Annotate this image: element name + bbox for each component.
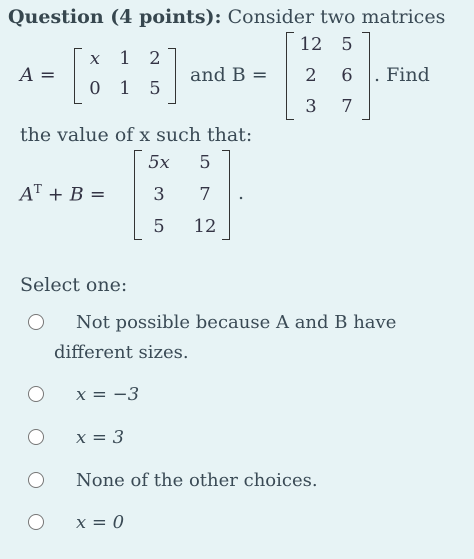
question-title: Question (4 points):	[8, 6, 222, 28]
option-label-cont: different sizes.	[54, 342, 189, 363]
matrix-b-cell: 2	[305, 65, 317, 86]
radio-button[interactable]	[28, 386, 44, 402]
radio-button[interactable]	[28, 472, 44, 488]
matrix-result-cell: 5x	[148, 152, 170, 173]
select-one-label: Select one:	[20, 274, 128, 296]
matrix-b-cell: 7	[341, 96, 353, 117]
eq-transpose: T	[33, 182, 42, 196]
matrix-b-cell: 3	[305, 96, 317, 117]
matrix-b	[286, 32, 370, 120]
eq-plus-b: + B =	[41, 183, 106, 206]
and-b-label	[190, 64, 268, 86]
matrix-result-cell: 3	[153, 184, 165, 205]
question-line2: the value of x such that:	[20, 124, 253, 146]
matrix-result-cell: 5	[199, 152, 211, 173]
equation-period: .	[238, 182, 245, 204]
matrix-b-cell: 12	[299, 34, 323, 55]
matrix-result	[134, 150, 230, 240]
option-label: x = 3	[76, 427, 125, 448]
matrix-a-cell: 1	[119, 78, 131, 99]
radio-button[interactable]	[28, 429, 44, 445]
bracket-right	[222, 150, 230, 240]
radio-button[interactable]	[28, 314, 44, 330]
matrix-a-label: A =	[20, 64, 56, 86]
option-label: x = −3	[76, 384, 140, 405]
matrix-a-cell: x	[89, 48, 101, 69]
matrix-result-cell: 5	[153, 216, 165, 237]
matrix-b-cell: 6	[341, 65, 353, 86]
matrix-a-cell: 0	[89, 78, 101, 99]
find-text: . Find	[374, 64, 430, 86]
and-b-text: and B =	[190, 64, 268, 86]
option-label: Not possible because A and B have	[76, 312, 397, 333]
matrix-a-cell: 1	[119, 48, 131, 69]
matrix-a	[74, 48, 176, 104]
matrix-a-cell: 5	[149, 78, 161, 99]
bracket-left	[134, 150, 142, 240]
bracket-right	[362, 32, 370, 120]
matrix-b-cell: 5	[341, 34, 353, 55]
radio-button[interactable]	[28, 514, 44, 530]
equation-lhs	[20, 182, 106, 205]
matrix-a-cell: 2	[149, 48, 161, 69]
eq-a: A	[20, 183, 34, 206]
question-header	[8, 6, 445, 28]
question-intro: Consider two matrices	[227, 6, 446, 28]
matrix-result-cell: 7	[199, 184, 211, 205]
option-label: None of the other choices.	[76, 470, 318, 491]
matrix-result-cell: 12	[193, 216, 217, 237]
option-label: x = 0	[76, 512, 125, 533]
bracket-left	[286, 32, 294, 120]
